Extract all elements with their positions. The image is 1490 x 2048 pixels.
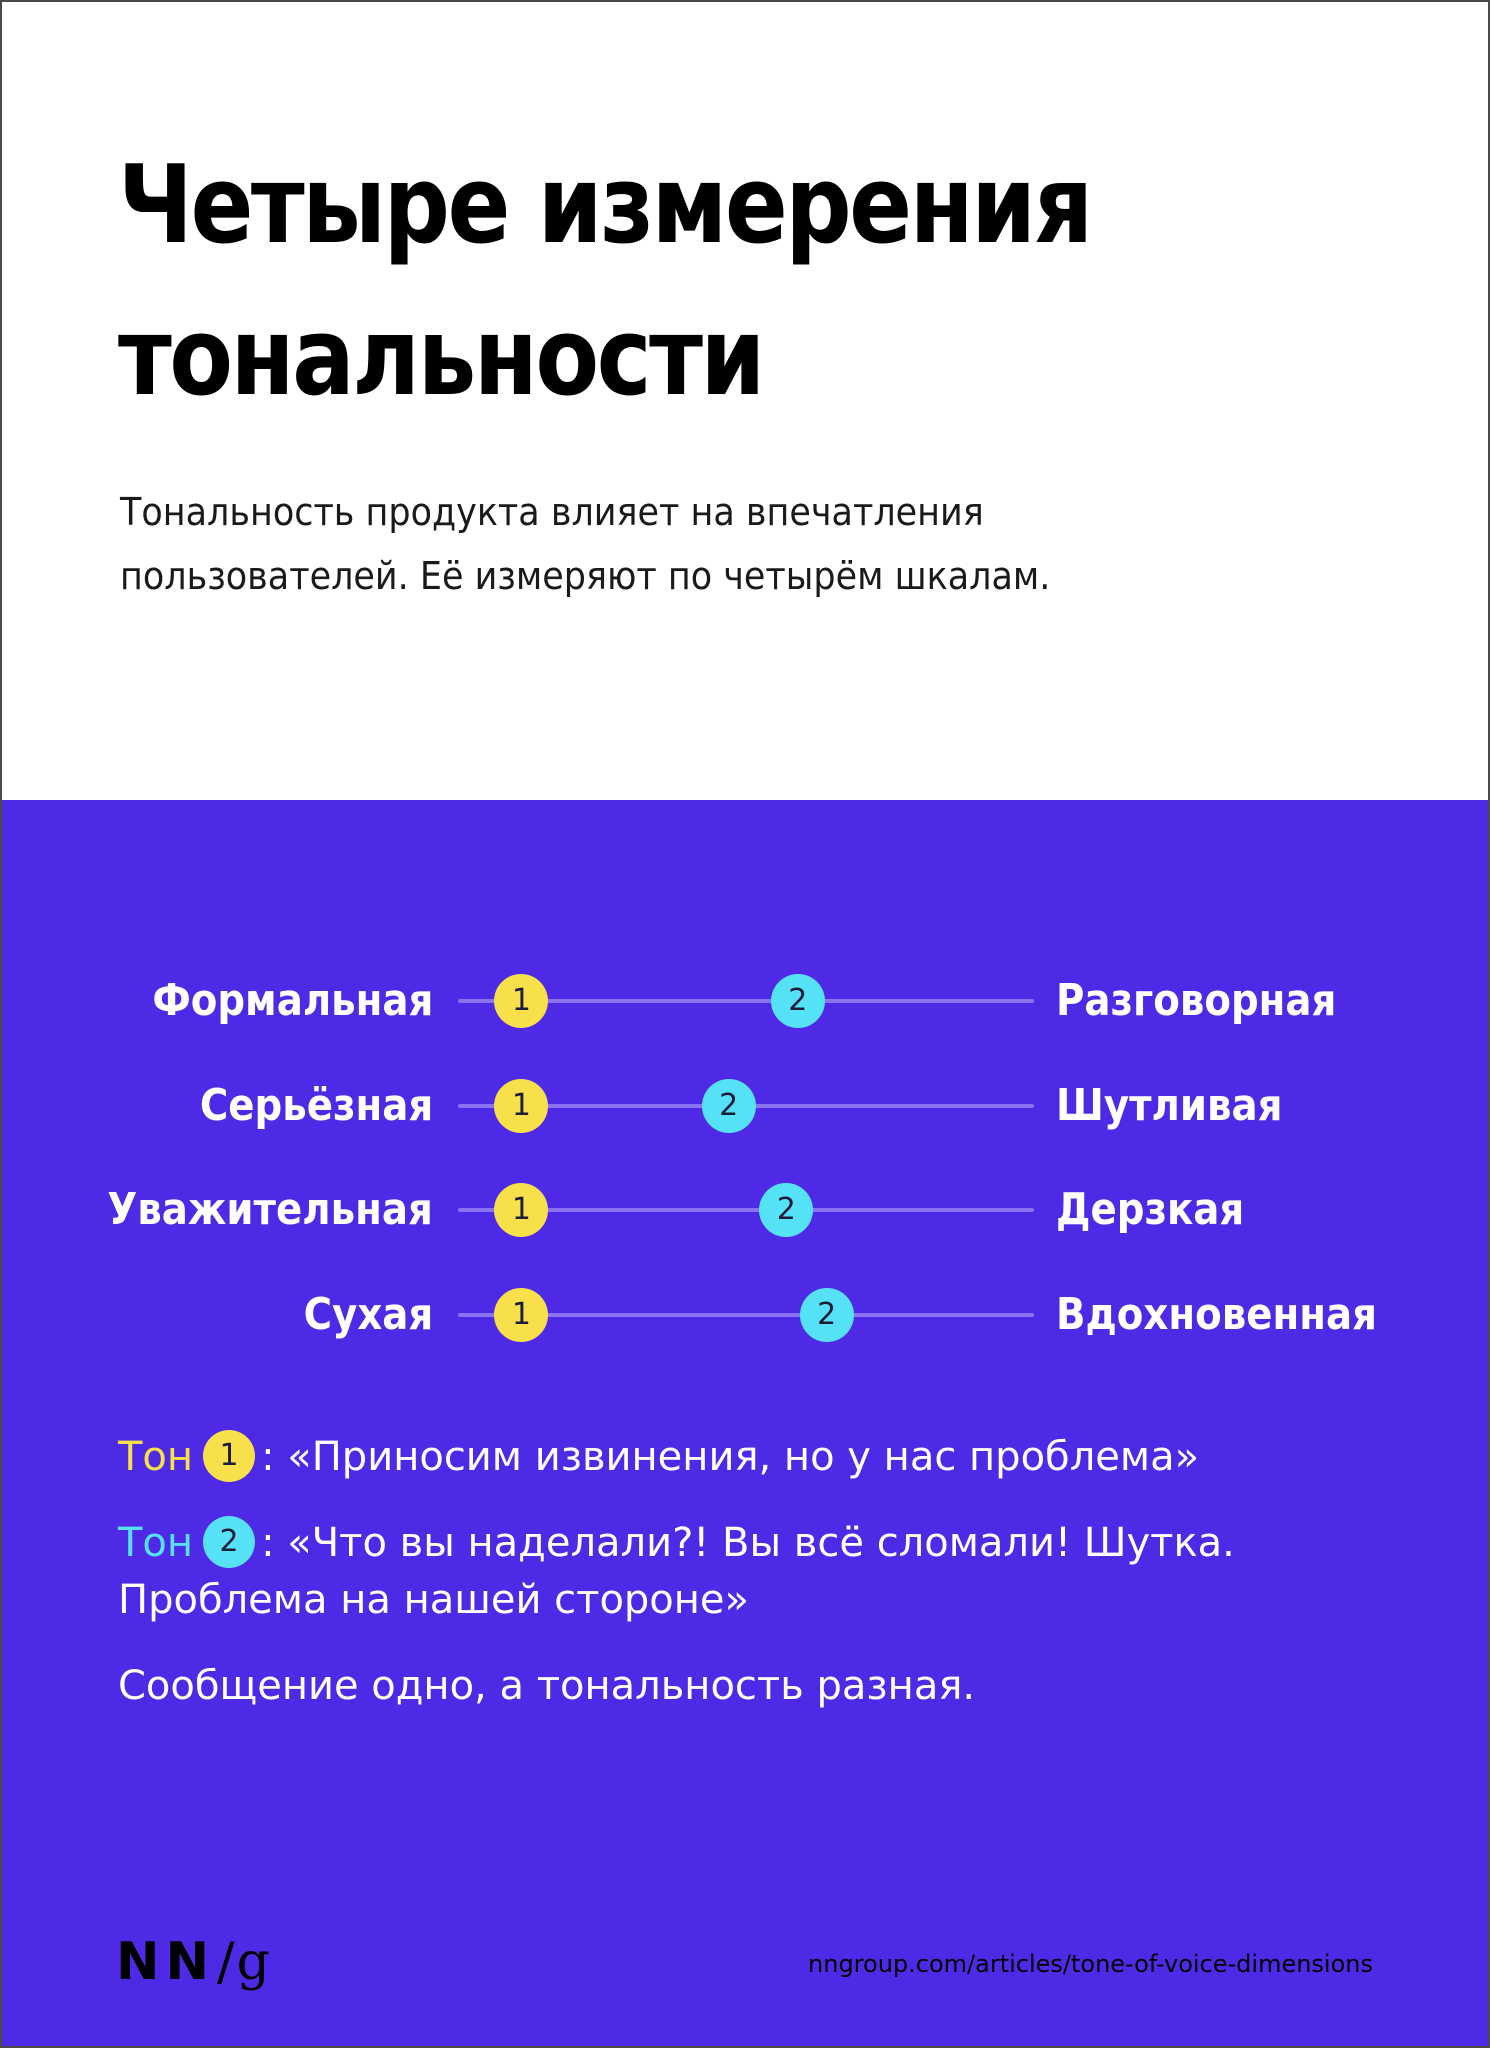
tone-2-example-continued bbox=[118, 1570, 749, 1630]
tone-1-marker: 1 bbox=[494, 1288, 548, 1342]
scale-right-label: Вдохновенная bbox=[1056, 1289, 1377, 1340]
title-line-2: тональности bbox=[118, 295, 763, 420]
nngroup-logo bbox=[116, 1932, 270, 1992]
tone-2-marker: 2 bbox=[771, 974, 825, 1028]
header-section bbox=[2, 2, 1488, 800]
scale-row-matter-of-fact-enthusiastic bbox=[2, 1285, 1488, 1345]
tone-2-marker: 2 bbox=[759, 1183, 813, 1237]
tone-1-word: Тон bbox=[118, 1434, 194, 1480]
scale-row-respectful-irreverent bbox=[2, 1180, 1488, 1240]
title-line-1: Четыре измерения bbox=[118, 143, 1091, 268]
tone-1-example bbox=[118, 1427, 1199, 1487]
scale-left-label: Формальная bbox=[151, 975, 433, 1026]
tone-1-badge: 1 bbox=[203, 1430, 255, 1482]
tone-1-marker: 1 bbox=[494, 1079, 548, 1133]
tone-1-quote: : «Приносим извинения, но у нас проблема» bbox=[261, 1434, 1200, 1480]
conclusion: Сообщение одно, а тональность разная. bbox=[118, 1663, 976, 1709]
tone-1-marker: 1 bbox=[494, 1183, 548, 1237]
page-title bbox=[118, 130, 1091, 434]
conclusion-text bbox=[118, 1656, 975, 1716]
scale-left-label: Серьёзная bbox=[199, 1080, 433, 1131]
logo-nn: NN bbox=[116, 1932, 216, 1992]
subtitle-line-2: пользователей. Её измеряют по четырём шкалам. bbox=[120, 554, 1051, 598]
tone-2-badge: 2 bbox=[203, 1516, 255, 1568]
tone-2-marker: 2 bbox=[702, 1079, 756, 1133]
scale-right-label: Дерзкая bbox=[1056, 1184, 1245, 1235]
scale-left-label: Сухая bbox=[303, 1289, 433, 1340]
logo-slash: / bbox=[217, 1932, 235, 1992]
scale-right-label: Шутливая bbox=[1056, 1080, 1283, 1131]
scale-row-serious-funny bbox=[2, 1076, 1488, 1136]
tone-1-marker: 1 bbox=[494, 974, 548, 1028]
subtitle-line-1: Тональность продукта влияет на впечатления bbox=[120, 490, 984, 534]
scale-right-label: Разговорная bbox=[1056, 975, 1337, 1026]
scale-left-label: Уважительная bbox=[107, 1184, 433, 1235]
tone-2-word: Тон bbox=[118, 1520, 194, 1566]
tone-2-example bbox=[118, 1513, 1235, 1573]
tone-2-quote-line-1: : «Что вы наделали?! Вы всё сломали! Шутка. bbox=[261, 1520, 1235, 1566]
page-subtitle bbox=[120, 480, 1050, 608]
scale-row-formal-casual bbox=[2, 971, 1488, 1031]
source-url[interactable]: nngroup.com/articles/tone-of-voice-dimensions bbox=[808, 1950, 1373, 1978]
logo-g: g bbox=[236, 1932, 270, 1992]
tone-2-quote-line-2: Проблема на нашей стороне» bbox=[118, 1577, 750, 1623]
tone-2-marker: 2 bbox=[800, 1288, 854, 1342]
